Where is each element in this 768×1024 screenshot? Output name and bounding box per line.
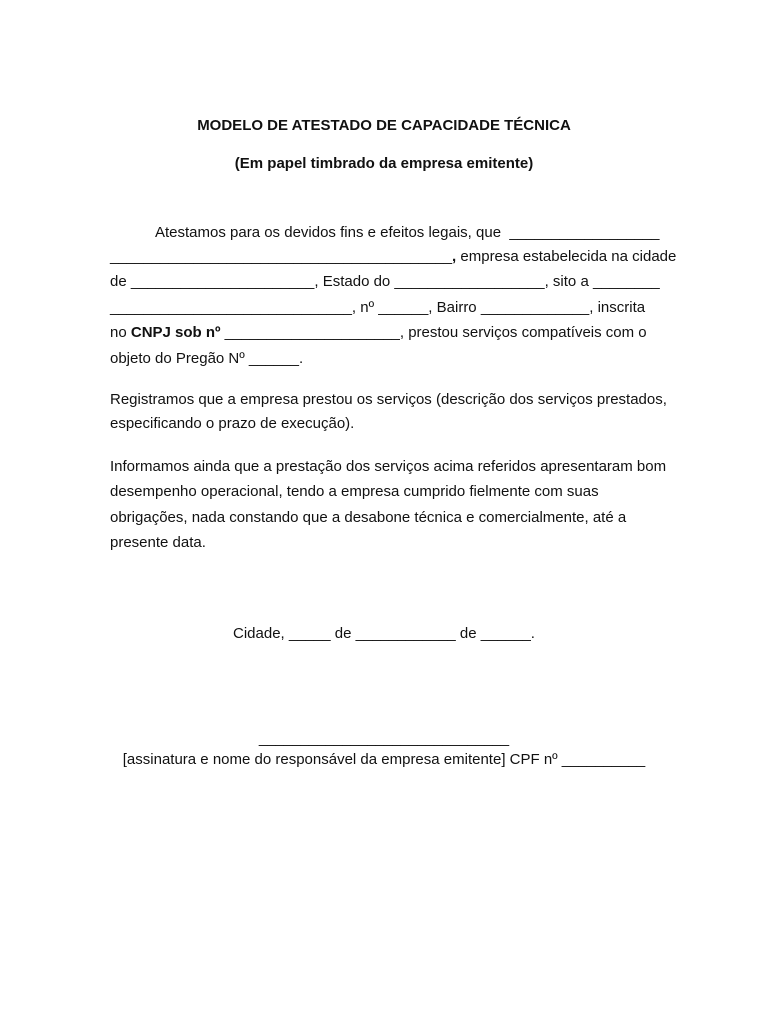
paragraph-attest-line-1: Atestamos para os devidos fins e efeitos legais, que __________________ — [155, 224, 660, 241]
paragraph-inform-line-4: presente data. — [110, 534, 206, 551]
date-line: Cidade, _____ de ____________ de ______. — [233, 625, 535, 642]
cnpj-prefix: no — [110, 324, 131, 341]
signature-line: ______________________________ — [258, 730, 510, 747]
paragraph-register-line-2: especificando o prazo de execução). — [110, 415, 355, 432]
document-subtitle: (Em papel timbrado da empresa emitente) — [234, 155, 534, 172]
paragraph-attest-line-5 — [110, 324, 647, 342]
paragraph-attest-line-6: objeto do Pregão Nº ______. — [110, 350, 304, 367]
company-location-text: empresa estabelecida na cidade — [456, 248, 677, 265]
document-title: MODELO DE ATESTADO DE CAPACIDADE TÉCNICA — [197, 117, 571, 134]
paragraph-inform-line-3: obrigações, nada constando que a desabone técnica e comercialmente, até a — [110, 509, 627, 526]
signature-caption: [assinatura e nome do responsável da empresa emitente] CPF nº __________ — [122, 751, 646, 768]
company-name-blank: _________________________________________ — [110, 248, 453, 265]
paragraph-register-line-1: Registramos que a empresa prestou os serviços (descrição dos serviços prestados, — [110, 391, 667, 408]
paragraph-attest-line-2 — [110, 248, 676, 266]
paragraph-attest-line-3: de ______________________, Estado do __________________, sito a ________ — [110, 273, 660, 290]
paragraph-inform-line-1: Informamos ainda que a prestação dos serviços acima referidos apresentaram bom — [110, 458, 667, 475]
cnpj-label: CNPJ sob nº — [130, 324, 221, 341]
paragraph-inform-line-2: desempenho operacional, tendo a empresa cumprido fielmente com suas — [110, 483, 599, 500]
paragraph-attest-line-4: _____________________________, nº ______, Bairro _____________, inscrita — [110, 299, 646, 316]
bold-comma: , — [452, 248, 457, 265]
cnpj-rest: _____________________, prestou serviços compatíveis com o — [220, 324, 647, 341]
